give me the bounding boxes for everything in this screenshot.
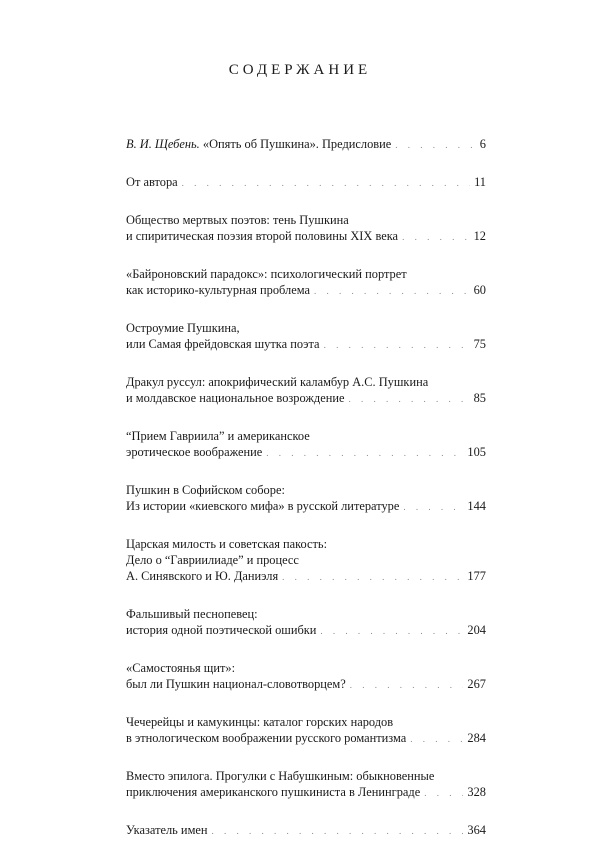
toc-entry (126, 428, 486, 461)
dot-leader (349, 391, 470, 407)
toc-entry-title: Указатель имен (126, 823, 208, 837)
toc-entry-line (126, 568, 486, 585)
toc-entry-page-number: 328 (467, 785, 486, 799)
toc-entry-line (126, 622, 486, 639)
toc-entry-page-number: 284 (467, 731, 486, 745)
dot-leader (395, 137, 476, 153)
toc-entry-line (126, 768, 486, 784)
toc-entry-title: и молдавское национальное возрождение (126, 391, 345, 405)
toc-entry-title: Остроумие Пушкина, (126, 321, 240, 335)
toc-entry-page-number: 177 (467, 569, 486, 583)
toc-entry-page-number: 12 (473, 229, 486, 243)
toc-entry-line (126, 374, 486, 390)
dot-leader (320, 623, 463, 639)
toc-entry (126, 714, 486, 747)
toc-entry-title: приключения американского пушкиниста в Ленинграде (126, 785, 421, 799)
table-of-contents (126, 136, 486, 860)
dot-leader (402, 229, 470, 245)
dot-leader (403, 499, 463, 515)
toc-entry-line (126, 444, 486, 461)
toc-entry-title: «Самостоянья щит»: (126, 661, 236, 675)
toc-entry-page-number: 204 (467, 623, 486, 637)
toc-entry-line (126, 822, 486, 839)
toc-entry-line (126, 136, 486, 153)
toc-entry-line (126, 660, 486, 676)
dot-leader (182, 175, 470, 191)
toc-entry-line (126, 228, 486, 245)
toc-entry-line (126, 784, 486, 801)
dot-leader (212, 823, 464, 839)
toc-entry (126, 768, 486, 801)
toc-entry (126, 482, 486, 515)
dot-leader (424, 785, 463, 801)
toc-entry-title: Дракул руссул: апокрифический каламбур А.С. Пушкина (126, 375, 429, 389)
toc-entry-page-number: 6 (479, 137, 486, 151)
toc-entry-title: эротическое воображение (126, 445, 263, 459)
toc-entry-title: Общество мертвых поэтов: тень Пушкина (126, 213, 349, 227)
toc-entry-line (126, 336, 486, 353)
toc-entry-title: В. И. Щебень. «Опять об Пушкина». Предисловие (126, 137, 392, 151)
toc-entry-line (126, 552, 486, 568)
toc-entry-title: Пушкин в Софийском соборе: (126, 483, 285, 497)
toc-entry-page-number: 364 (467, 823, 486, 837)
toc-entry-title: Из истории «киевского мифа» в русской литературе (126, 499, 400, 513)
toc-entry-page-number: 11 (474, 175, 486, 189)
toc-entry-line (126, 266, 486, 282)
toc-entry-line (126, 498, 486, 515)
toc-entry-line (126, 536, 486, 552)
toc-entry-title: история одной поэтической ошибки (126, 623, 317, 637)
toc-entry-page-number: 267 (467, 677, 486, 691)
toc-entry (126, 266, 486, 299)
toc-entry-line (126, 320, 486, 336)
toc-entry-page-number: 144 (467, 499, 486, 513)
toc-entry-page-number: 85 (473, 391, 486, 405)
toc-entry-line (126, 730, 486, 747)
toc-entry-title: как историко-культурная проблема (126, 283, 310, 297)
toc-entry-line (126, 282, 486, 299)
dot-leader (350, 677, 464, 693)
toc-entry (126, 136, 486, 153)
toc-entry (126, 660, 486, 693)
toc-entry-line (126, 714, 486, 730)
toc-entry-author: В. И. Щебень. (126, 137, 200, 151)
toc-entry-line (126, 676, 486, 693)
toc-entry-title: «Байроновский парадокс»: психологический портрет (126, 267, 407, 281)
toc-entry-title: А. Синявского и Ю. Даниэля (126, 569, 279, 583)
toc-entry (126, 212, 486, 245)
toc-entry-page-number: 105 (467, 445, 486, 459)
toc-entry-title: Фальшивый песнопевец: (126, 607, 258, 621)
toc-entry (126, 320, 486, 353)
toc-entry-line (126, 212, 486, 228)
toc-entry-title: “Прием Гавриила” и американское (126, 429, 310, 443)
dot-leader (314, 283, 470, 299)
dot-leader (324, 337, 470, 353)
toc-entry-page-number: 60 (473, 283, 486, 297)
toc-entry-title: в этнологическом воображении русского романтизма (126, 731, 407, 745)
toc-entry-title: Дело о “Гавриилиаде” и процесс (126, 553, 299, 567)
toc-entry-title: и спиритическая поэзия второй половины XIX века (126, 229, 399, 243)
toc-entry-line (126, 482, 486, 498)
toc-entry-title: Царская милость и советская пакость: (126, 537, 328, 551)
toc-entry (126, 822, 486, 839)
toc-entry-title: был ли Пушкин национал-словотворцем? (126, 677, 346, 691)
toc-entry-title: Чечерейцы и камукинцы: каталог горских народов (126, 715, 394, 729)
dot-leader (266, 445, 463, 461)
toc-entry-line (126, 390, 486, 407)
toc-entry-title: Вместо эпилога. Прогулки с Набушкиным: обыкновенные (126, 769, 435, 783)
toc-entry-title: От автора (126, 175, 178, 189)
toc-entry (126, 606, 486, 639)
dot-leader (282, 569, 463, 585)
toc-entry-title: или Самая фрейдовская шутка поэта (126, 337, 320, 351)
toc-entry-page-number: 75 (473, 337, 486, 351)
toc-entry (126, 536, 486, 585)
toc-entry-line (126, 606, 486, 622)
toc-entry-line (126, 428, 486, 444)
toc-entry (126, 174, 486, 191)
page-title: СОДЕРЖАНИЕ (228, 62, 372, 78)
dot-leader (410, 731, 463, 747)
toc-entry (126, 374, 486, 407)
toc-entry-line (126, 174, 486, 191)
